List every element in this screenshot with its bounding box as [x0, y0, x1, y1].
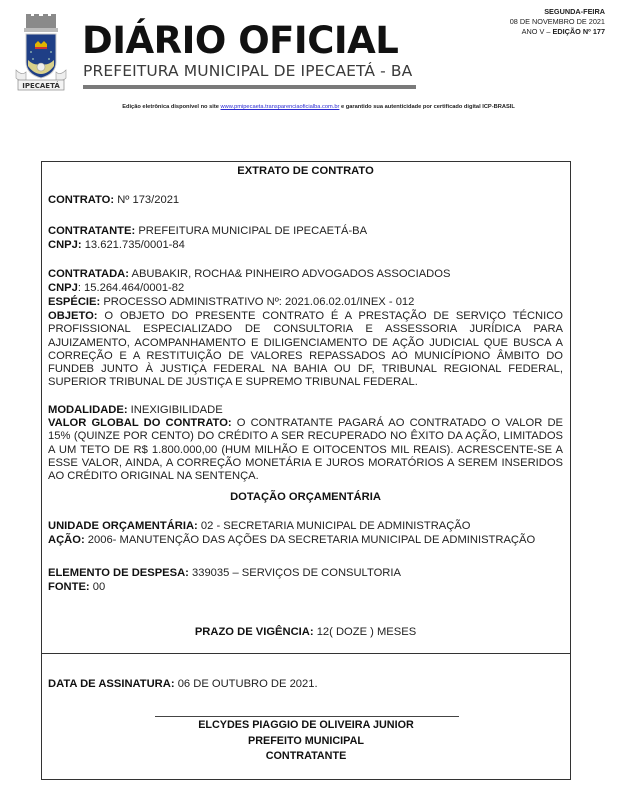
- acao-value: 2006- MANUTENÇÃO DAS AÇÕES DA SECRETARIA MUNICIPAL DE ADMINISTRAÇÃO: [87, 534, 536, 546]
- objeto-value: O OBJETO DO PRESENTE CONTRATO É A PRESTAÇÃO DE SERVIÇO TÉCNICO PROFISSIONAL ESPECIALIZADO DE CONSULTORIA E ASSESSORIA JURÍDICA PARA AJUIZAMENTO, ACOMPANHAMENTO E DILIGENCIAMENTO DE AÇÃO JUDICIAL QUE BUSCA A CORREÇÃO E A RESTITUIÇÃO DE VALORES REPASSADOS AO MUNICÍPIONO ÂMBITO DO FUNDEB JUNTO À JUSTIÇA FEDERAL NA BAHIA OU DF, TRIBUNAL REGIONAL FEDERAL, SUPERIOR TRIBUNAL DE JUSTIÇA E SUPREMO TRIBUNAL FEDERAL.: [48, 310, 564, 389]
- signatory-party: CONTRATANTE: [265, 750, 347, 762]
- signature-line: [155, 716, 459, 717]
- crest-label: IPECAETÁ: [22, 82, 60, 90]
- municipal-crest-logo: [12, 14, 70, 92]
- elemento-value: 339035 – SERVIÇOS DE CONSULTORIA: [192, 567, 401, 579]
- especie-label: ESPÉCIE:: [48, 296, 101, 308]
- issue-info: [510, 7, 605, 37]
- notice-suffix: e garantido sua autenticidade por certificado digital ICP-BRASIL: [340, 104, 515, 110]
- issue-edition: EDIÇÃO Nº 177: [552, 27, 605, 36]
- field-especie: [48, 296, 563, 308]
- contratante-label: CONTRATANTE:: [48, 225, 136, 237]
- cnpj-contratada-value: : 15.264.464/0001-82: [77, 282, 185, 294]
- unidade-label: UNIDADE ORÇAMENTÁRIA:: [48, 520, 198, 532]
- contract-dotacao-heading: DOTAÇÃO ORÇAMENTÁRIA: [230, 491, 381, 503]
- electronic-edition-notice: [0, 104, 637, 110]
- contract-heading: EXTRATO DE CONTRATO: [237, 165, 374, 177]
- field-acao: [48, 534, 563, 547]
- signatory-role: PREFEITO MUNICIPAL: [248, 735, 364, 747]
- field-contratada: [48, 268, 563, 280]
- fonte-label: FONTE:: [48, 581, 90, 593]
- publication-title: DIÁRIO OFICIAL: [82, 19, 399, 62]
- objeto-label: OBJETO:: [48, 310, 98, 322]
- acao-label: AÇÃO:: [48, 534, 85, 546]
- field-elemento-despesa: [48, 567, 563, 579]
- field-contrato: [48, 194, 563, 206]
- field-modalidade: [48, 404, 563, 416]
- issue-date: 08 DE NOVEMBRO DE 2021: [509, 17, 605, 26]
- issue-weekday: SEGUNDA-FEIRA: [544, 7, 605, 16]
- contrato-value: Nº 173/2021: [117, 194, 180, 206]
- valor-label: VALOR GLOBAL DO CONTRATO:: [48, 417, 232, 429]
- cnpj-contratada-label: CNPJ: [48, 282, 78, 294]
- crest-icon: [12, 14, 70, 92]
- assinatura-value: 06 DE OUTUBRO DE 2021.: [177, 678, 318, 690]
- especie-value: PROCESSO ADMINISTRATIVO Nº: 2021.06.02.01/INEX - 012: [103, 296, 415, 308]
- field-prazo-vigencia: [48, 626, 563, 638]
- contratada-value: ABUBAKIR, ROCHA& PINHEIRO ADVOGADOS ASSOCIADOS: [131, 268, 451, 280]
- section-divider: [41, 653, 571, 654]
- subtitle-underline: [83, 85, 416, 89]
- contratada-label: CONTRATADA:: [48, 268, 129, 280]
- field-data-assinatura: [48, 678, 563, 690]
- fonte-value: 00: [92, 581, 106, 593]
- unidade-value: 02 - SECRETARIA MUNICIPAL DE ADMINISTRAÇÃO: [200, 520, 471, 532]
- prazo-label: PRAZO DE VIGÊNCIA:: [194, 626, 314, 638]
- notice-prefix: Edição eletrônica disponível no site: [122, 104, 219, 110]
- issue-year: ANO V –: [521, 27, 551, 36]
- cnpj-contratante-value: 13.621.735/0001-84: [84, 239, 185, 251]
- field-cnpj-contratada: [48, 282, 563, 294]
- publication-subtitle: PREFEITURA MUNICIPAL DE IPECAETÁ - BA: [83, 62, 413, 80]
- field-unidade-orcamentaria: [48, 520, 563, 532]
- elemento-label: ELEMENTO DE DESPESA:: [48, 567, 189, 579]
- field-objeto: [48, 310, 563, 390]
- field-cnpj-contratante: [48, 239, 563, 251]
- cnpj-contratante-label: CNPJ:: [48, 239, 82, 251]
- transparency-site-link[interactable]: www.pmipecaeta.transparenciaoficialba.com.br: [220, 104, 340, 110]
- contratante-value: PREFEITURA MUNICIPAL DE IPECAETÁ-BA: [138, 225, 368, 237]
- contrato-label: CONTRATO:: [48, 194, 115, 206]
- dotacao-heading: [48, 491, 563, 503]
- field-fonte: [48, 581, 563, 593]
- modalidade-label: MODALIDADE:: [48, 404, 128, 416]
- signatory-name: ELCYDES PIAGGIO DE OLIVEIRA JUNIOR: [198, 719, 414, 731]
- valor-value: O CONTRATANTE PAGARÁ AO CONTRATADO O VALOR DE 15% (QUINZE POR CENTO) DO CRÉDITO A SER RECUPERADO NO ÊXITO DA AÇÃO, LIMITADOS A UM TETO DE R$ 1.800.000,00 (HUM MILHÃO E OITOCENTOS MIL REAIS). ACRESCENTE-SE A ESSE VALOR, AINDA, A CORREÇÃO MONETÁRIA E JUROS MORATÓRIOS A SEREM INSERIDOS AO CRÉDITO ORIGINAL NA SENTENÇA.: [48, 417, 563, 483]
- prazo-value: 12( DOZE ) MESES: [316, 626, 417, 638]
- field-valor-global: [48, 417, 563, 483]
- modalidade-value: INEXIGIBILIDADE: [130, 404, 223, 416]
- assinatura-label: DATA DE ASSINATURA:: [48, 678, 175, 690]
- field-contratante: [48, 225, 563, 237]
